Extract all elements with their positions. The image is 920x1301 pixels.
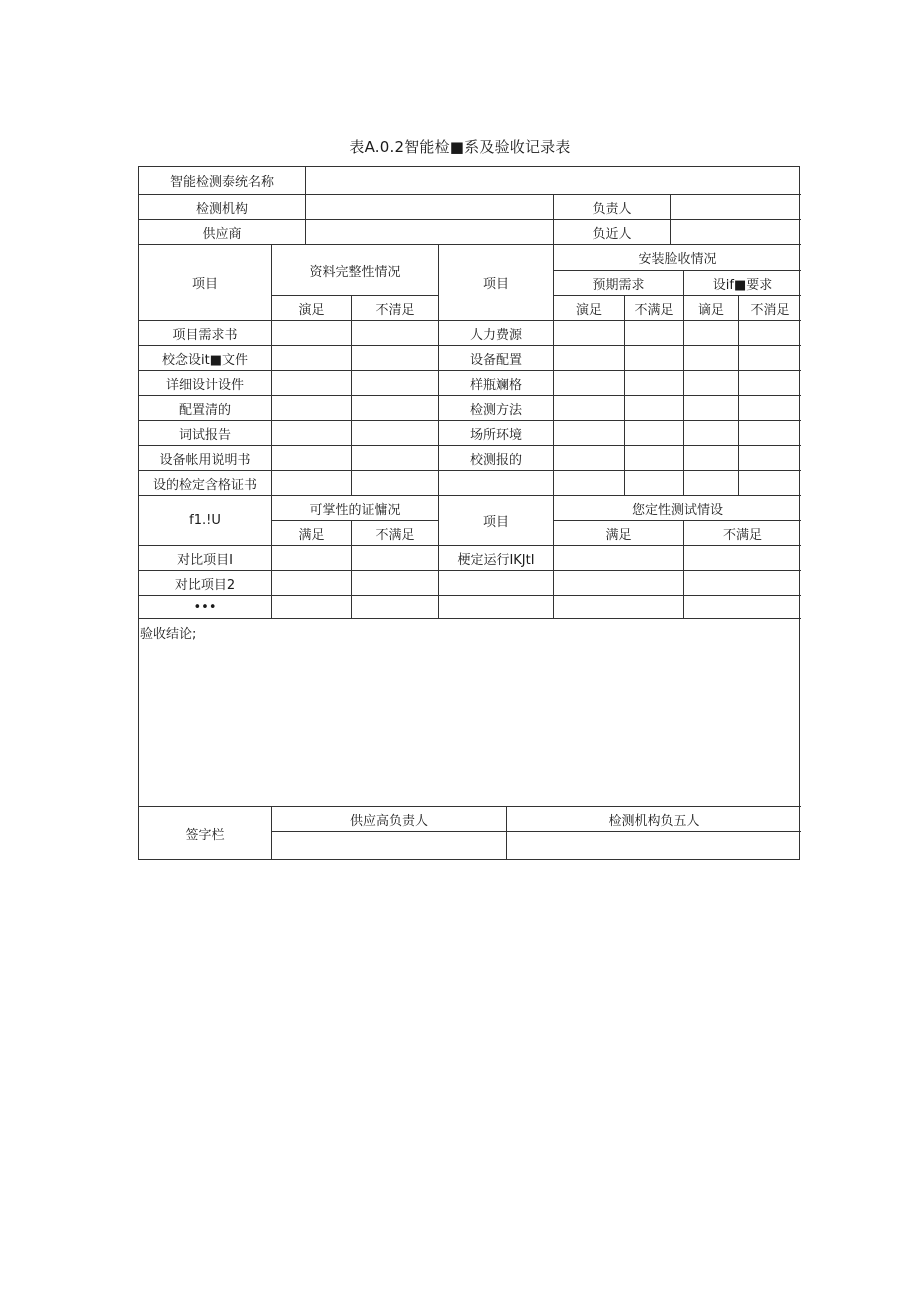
install-item-expected-unsatisfied[interactable] <box>625 396 684 421</box>
doc-item-label: 设备帐用说明书 <box>139 446 272 471</box>
conclusion-label: 验收结论; <box>140 627 197 642</box>
doc-item-satisfied[interactable] <box>272 371 352 396</box>
install-item-expected-satisfied[interactable] <box>554 471 625 496</box>
section1-project-header: 项目 <box>139 245 272 321</box>
traceability-header: 可掌性的证慵况 <box>272 496 439 521</box>
signature-label: 签字栏 <box>139 807 272 859</box>
install-item-design-unsatisfied[interactable] <box>739 321 801 346</box>
install-item-design-unsatisfied[interactable] <box>739 421 801 446</box>
stability-item-unsatisfied[interactable] <box>684 596 801 619</box>
install-item-design-unsatisfied[interactable] <box>739 446 801 471</box>
install-item-expected-satisfied[interactable] <box>554 446 625 471</box>
expected-demand-header: 预期需求 <box>554 271 684 296</box>
stability-item-label <box>439 571 554 596</box>
stability-unsatisfied-header: 不满足 <box>684 521 801 546</box>
design-satisfied-header: 谪足 <box>684 296 739 321</box>
install-item-design-satisfied[interactable] <box>684 446 739 471</box>
doc-item-satisfied[interactable] <box>272 321 352 346</box>
install-item-expected-satisfied[interactable] <box>554 371 625 396</box>
agency-label: 检测机构 <box>139 195 306 220</box>
doc-item-satisfied[interactable] <box>272 396 352 421</box>
install-item-label: 人力费源 <box>439 321 554 346</box>
section1-project-header-2: 项目 <box>439 245 554 321</box>
install-item-label: 校测报的 <box>439 446 554 471</box>
install-item-design-satisfied[interactable] <box>684 321 739 346</box>
install-item-design-satisfied[interactable] <box>684 346 739 371</box>
traceability-unsatisfied-header: 不满足 <box>352 521 439 546</box>
doc-item-unsatisfied[interactable] <box>352 471 439 496</box>
doc-item-unsatisfied[interactable] <box>352 446 439 471</box>
install-item-expected-satisfied[interactable] <box>554 321 625 346</box>
doc-item-label: 词试报告 <box>139 421 272 446</box>
compare-item-unsatisfied[interactable] <box>352 596 439 619</box>
doc-item-unsatisfied[interactable] <box>352 371 439 396</box>
install-item-design-satisfied[interactable] <box>684 421 739 446</box>
stability-item-unsatisfied[interactable] <box>684 546 801 571</box>
responsible2-label: 负近人 <box>554 220 671 245</box>
install-item-expected-satisfied[interactable] <box>554 346 625 371</box>
supplier-head-signature[interactable] <box>272 832 507 859</box>
install-item-expected-unsatisfied[interactable] <box>625 471 684 496</box>
section2-project-header: f1.!U <box>139 496 272 546</box>
doc-item-label: 校念设it■文件 <box>139 346 272 371</box>
doc-unsatisfied-header: 不清足 <box>352 296 439 321</box>
doc-item-label: 设的检定含格证书 <box>139 471 272 496</box>
doc-item-label: 项目需求书 <box>139 321 272 346</box>
doc-item-unsatisfied[interactable] <box>352 396 439 421</box>
install-item-design-unsatisfied[interactable] <box>739 346 801 371</box>
agency-head-signature[interactable] <box>507 832 801 859</box>
supplier-head-label: 供应高负责人 <box>272 807 507 832</box>
doc-item-satisfied[interactable] <box>272 346 352 371</box>
stability-item-unsatisfied[interactable] <box>684 571 801 596</box>
system-name-label: 智能检测泰统名称 <box>139 167 306 195</box>
compare-item-label: 对比项目I <box>139 546 272 571</box>
expected-satisfied-header: 演足 <box>554 296 625 321</box>
responsible-value[interactable] <box>671 195 801 220</box>
install-item-expected-satisfied[interactable] <box>554 396 625 421</box>
agency-value[interactable] <box>306 195 554 220</box>
install-item-expected-satisfied[interactable] <box>554 421 625 446</box>
doc-item-satisfied[interactable] <box>272 471 352 496</box>
install-item-label: 样瓶斓格 <box>439 371 554 396</box>
doc-satisfied-header: 演足 <box>272 296 352 321</box>
install-item-expected-unsatisfied[interactable] <box>625 421 684 446</box>
install-item-label: 设备配置 <box>439 346 554 371</box>
compare-item-unsatisfied[interactable] <box>352 546 439 571</box>
doc-item-unsatisfied[interactable] <box>352 346 439 371</box>
doc-item-unsatisfied[interactable] <box>352 321 439 346</box>
compare-item-ellipsis: ••• <box>139 596 272 619</box>
install-item-label-empty <box>439 471 554 496</box>
system-name-value[interactable] <box>306 167 801 195</box>
install-item-label: 检测方法 <box>439 396 554 421</box>
doc-item-label: 配置清的 <box>139 396 272 421</box>
supplier-label: 供应商 <box>139 220 306 245</box>
responsible2-value[interactable] <box>671 220 801 245</box>
form-title: 表A.0.2智能检■系及验收记录表 <box>349 138 571 156</box>
install-item-design-unsatisfied[interactable] <box>739 371 801 396</box>
install-item-design-satisfied[interactable] <box>684 371 739 396</box>
supplier-value[interactable] <box>306 220 554 245</box>
install-item-design-unsatisfied[interactable] <box>739 471 801 496</box>
stability-item-label: 梗定运行IKJtI <box>439 546 554 571</box>
compare-item-label: 对比项目2 <box>139 571 272 596</box>
install-item-design-unsatisfied[interactable] <box>739 396 801 421</box>
stability-satisfied-header: 满足 <box>554 521 684 546</box>
stability-item-label <box>439 596 554 619</box>
stability-item-satisfied[interactable] <box>554 596 684 619</box>
responsible-label: 负责人 <box>554 195 671 220</box>
doc-item-label: 详细设计设件 <box>139 371 272 396</box>
acceptance-conclusion[interactable] <box>139 619 801 807</box>
install-item-expected-unsatisfied[interactable] <box>625 321 684 346</box>
expected-unsatisfied-header: 不满足 <box>625 296 684 321</box>
agency-head-label: 检测机构负五人 <box>507 807 801 832</box>
install-item-expected-unsatisfied[interactable] <box>625 446 684 471</box>
design-requirement-header: 设if■要求 <box>684 271 801 296</box>
install-item-label: 场所环境 <box>439 421 554 446</box>
compare-item-satisfied[interactable] <box>272 596 352 619</box>
doc-item-satisfied[interactable] <box>272 421 352 446</box>
install-item-design-satisfied[interactable] <box>684 396 739 421</box>
section2-project-header-2: 项目 <box>439 496 554 546</box>
doc-item-satisfied[interactable] <box>272 446 352 471</box>
install-item-expected-unsatisfied[interactable] <box>625 371 684 396</box>
install-acceptance-header: 安装脸收情况 <box>554 245 801 271</box>
compare-item-satisfied[interactable] <box>272 546 352 571</box>
stability-test-header: 您定性测试情设 <box>554 496 801 521</box>
doc-item-unsatisfied[interactable] <box>352 421 439 446</box>
design-unsatisfied-header: 不消足 <box>739 296 801 321</box>
install-item-expected-unsatisfied[interactable] <box>625 346 684 371</box>
stability-item-satisfied[interactable] <box>554 546 684 571</box>
install-item-design-satisfied[interactable] <box>684 471 739 496</box>
doc-integrity-header: 资料完整性情况 <box>272 245 439 296</box>
stability-item-satisfied[interactable] <box>554 571 684 596</box>
acceptance-record-table <box>138 166 800 860</box>
compare-item-satisfied[interactable] <box>272 571 352 596</box>
compare-item-unsatisfied[interactable] <box>352 571 439 596</box>
traceability-satisfied-header: 满足 <box>272 521 352 546</box>
